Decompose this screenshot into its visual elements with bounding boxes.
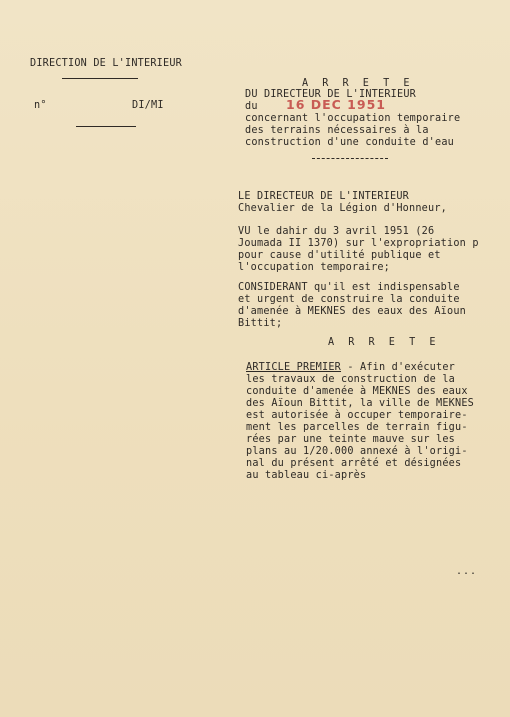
article-line-4: est autorisée à occuper temporaire- <box>246 410 468 421</box>
article-label: ARTICLE PREMIER <box>246 362 342 373</box>
article-line-9: au tableau ci-après <box>246 470 367 481</box>
vu-line-2: Joumada II 1370) sur l'expropriation p <box>238 238 479 249</box>
subject-line-2: des terrains nécessaires à la <box>245 125 429 136</box>
article-line-2: conduite d'amenée à MEKNES des eaux <box>246 386 468 397</box>
article-line-3: des Aïoun Bittit, la ville de MEKNES <box>246 398 475 409</box>
considerant-line-3: d'amenée à MEKNES des eaux des Aïoun <box>238 306 467 317</box>
subject-line-3: construction d'une conduite d'eau <box>245 137 455 148</box>
number-rule <box>76 126 136 127</box>
article-line-1: les travaux de construction de la <box>246 374 456 385</box>
considerant-line-1: CONSIDERANT qu'il est indispensable <box>238 282 460 293</box>
vu-line-4: l'occupation temporaire; <box>238 262 391 273</box>
vu-line-3: pour cause d'utilité publique et <box>238 250 441 261</box>
signatory-title: LE DIRECTEUR DE L'INTERIEUR <box>238 191 410 202</box>
article-first-line-rest: - Afin d'exécuter <box>341 362 456 373</box>
considerant-line-4: Bittit; <box>238 318 283 329</box>
article-first-line <box>246 362 455 374</box>
article-line-7: plans au 1/20.000 annexé à l'origi- <box>246 446 468 457</box>
org-header: DIRECTION DE L'INTERIEUR <box>30 58 183 69</box>
arrete-title: A R R E T E <box>302 78 414 89</box>
article-line-8: nal du présent arrêté et désignées <box>246 458 462 469</box>
considerant-line-2: et urgent de construire la conduite <box>238 294 460 305</box>
title-rule <box>312 158 388 159</box>
title-du: du <box>245 101 258 112</box>
signatory-honor: Chevalier de la Légion d'Honneur, <box>238 203 448 214</box>
number-prefix: n° <box>34 100 47 111</box>
title-line1: DU DIRECTEUR DE L'INTERIEUR <box>245 89 417 100</box>
arrete-heading: A R R E T E <box>328 337 440 348</box>
article-line-6: rées par une teinte mauve sur les <box>246 434 456 445</box>
number-suffix: DI/MI <box>132 100 164 111</box>
continuation-marker: ... <box>456 566 478 577</box>
subject-line-1: concernant l'occupation temporaire <box>245 113 461 124</box>
date-stamp: 16 DEC 1951 <box>286 97 386 112</box>
article-line-5: ment les parcelles de terrain figu- <box>246 422 468 433</box>
vu-line-1: VU le dahir du 3 avril 1951 (26 <box>238 226 435 237</box>
header-rule <box>62 78 138 79</box>
